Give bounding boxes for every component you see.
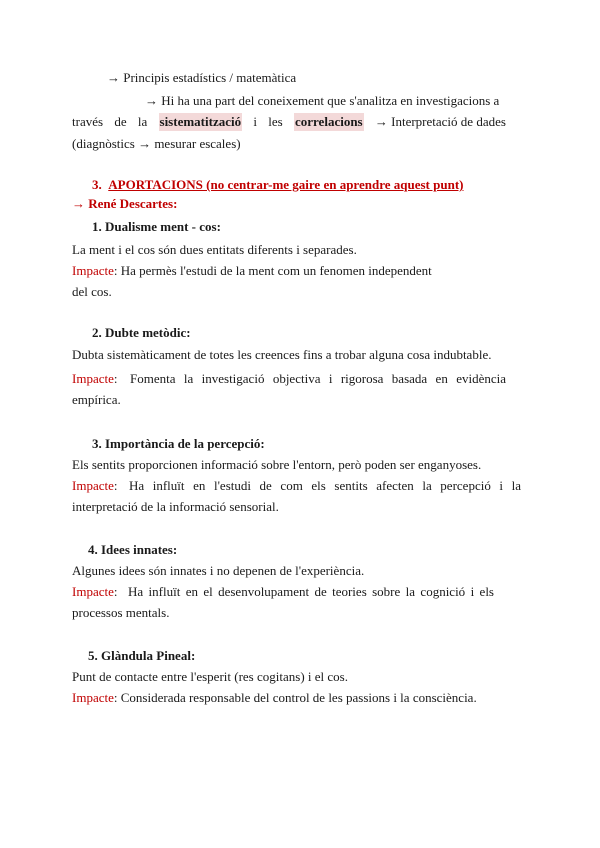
item-description: Els sentits proporcionen informació sobre l'entorn, però poden ser enganyoses. bbox=[72, 457, 482, 472]
item-title-text: Dubte metòdic: bbox=[105, 325, 191, 340]
item-description: Algunes idees són innates i no depenen de l'experiència. bbox=[72, 563, 365, 578]
item-impact-continued: interpretació de la informació sensorial. bbox=[72, 499, 279, 514]
item-number: 1. bbox=[92, 219, 102, 234]
impact-label: Impacte bbox=[72, 690, 114, 705]
impact-label: Impacte bbox=[72, 263, 114, 278]
impact-text: Ha influït en l'estudi de com els sentits afecten la percepció i la bbox=[129, 478, 521, 493]
item-number: 3. bbox=[92, 436, 102, 451]
item-impact bbox=[72, 477, 521, 495]
impact-text: Considerada responsable del control de les passions i la consciència. bbox=[120, 690, 477, 705]
highlight-correlations: correlacions bbox=[294, 114, 363, 129]
impact-lead: Impacte: bbox=[72, 371, 118, 386]
impact-text: Fomenta la investigació objectiva i rigorosa basada en evidència bbox=[130, 371, 506, 386]
item-number: 5. bbox=[88, 648, 98, 663]
intro-line-principles: → Principis estadístics / matemàtica bbox=[107, 70, 297, 85]
item-description: Dubta sistemàticament de totes les creences fins a trobar alguna cosa indubtable. bbox=[72, 347, 492, 362]
item-title-text: Glàndula Pineal: bbox=[101, 648, 196, 663]
item-impact-continued: del cos. bbox=[72, 284, 112, 299]
impact-lead: Impacte: bbox=[72, 584, 118, 599]
impact-label: Impacte bbox=[72, 584, 114, 599]
item-title bbox=[88, 647, 195, 665]
section-heading bbox=[92, 176, 463, 194]
item-description: Punt de contacte entre l'esperit (res cogitans) i el cos. bbox=[72, 669, 348, 684]
impact-text: Ha permès l'estudi de la ment com un fenomen independent bbox=[120, 263, 432, 278]
word: de bbox=[114, 114, 127, 129]
item-title bbox=[92, 324, 191, 342]
impact-label: Impacte bbox=[72, 371, 114, 386]
item-impact-continued: processos mentals. bbox=[72, 605, 170, 620]
item-title bbox=[92, 218, 221, 236]
item-number: 4. bbox=[88, 542, 98, 557]
highlight-systematization: sistematització bbox=[159, 114, 242, 129]
section-number: 3. bbox=[92, 177, 102, 192]
item-description: La ment i el cos són dues entitats diferents i separades. bbox=[72, 242, 357, 257]
item-title-text: Dualisme ment - cos: bbox=[105, 219, 221, 234]
item-impact-continued: empírica. bbox=[72, 392, 121, 407]
word: i bbox=[253, 114, 257, 129]
subject-heading: → René Descartes: bbox=[72, 196, 178, 211]
item-title bbox=[92, 435, 265, 453]
word: la bbox=[137, 114, 148, 129]
intro-line-knowledge: → Hi ha una part del coneixement que s'analitza en investigacions a bbox=[145, 93, 500, 108]
item-title bbox=[88, 541, 177, 559]
word: les bbox=[268, 114, 283, 129]
impact-text: Ha influït en el desenvolupament de teories sobre la cognició i els bbox=[128, 584, 494, 599]
section-title: APORTACIONS (no centrar-me gaire en aprendre aquest punt) bbox=[108, 177, 464, 192]
item-title-text: Importància de la percepció: bbox=[105, 436, 265, 451]
item-number: 2. bbox=[92, 325, 102, 340]
item-impact bbox=[72, 583, 494, 601]
word: → Interpretació de dades bbox=[374, 114, 506, 129]
item-title-text: Idees innates: bbox=[101, 542, 178, 557]
item-impact: Impacte: Ha permès l'estudi de la ment com un fenomen independent bbox=[72, 263, 432, 278]
intro-line-diagnostics: (diagnòstics → mesurar escales) bbox=[72, 136, 241, 151]
item-impact: Impacte: Considerada responsable del control de les passions i la consciència. bbox=[72, 690, 477, 705]
item-impact bbox=[72, 370, 506, 388]
impact-lead: Impacte: bbox=[72, 478, 118, 493]
intro-line-systematization bbox=[72, 113, 506, 131]
impact-label: Impacte bbox=[72, 478, 114, 493]
word: través bbox=[72, 114, 104, 129]
